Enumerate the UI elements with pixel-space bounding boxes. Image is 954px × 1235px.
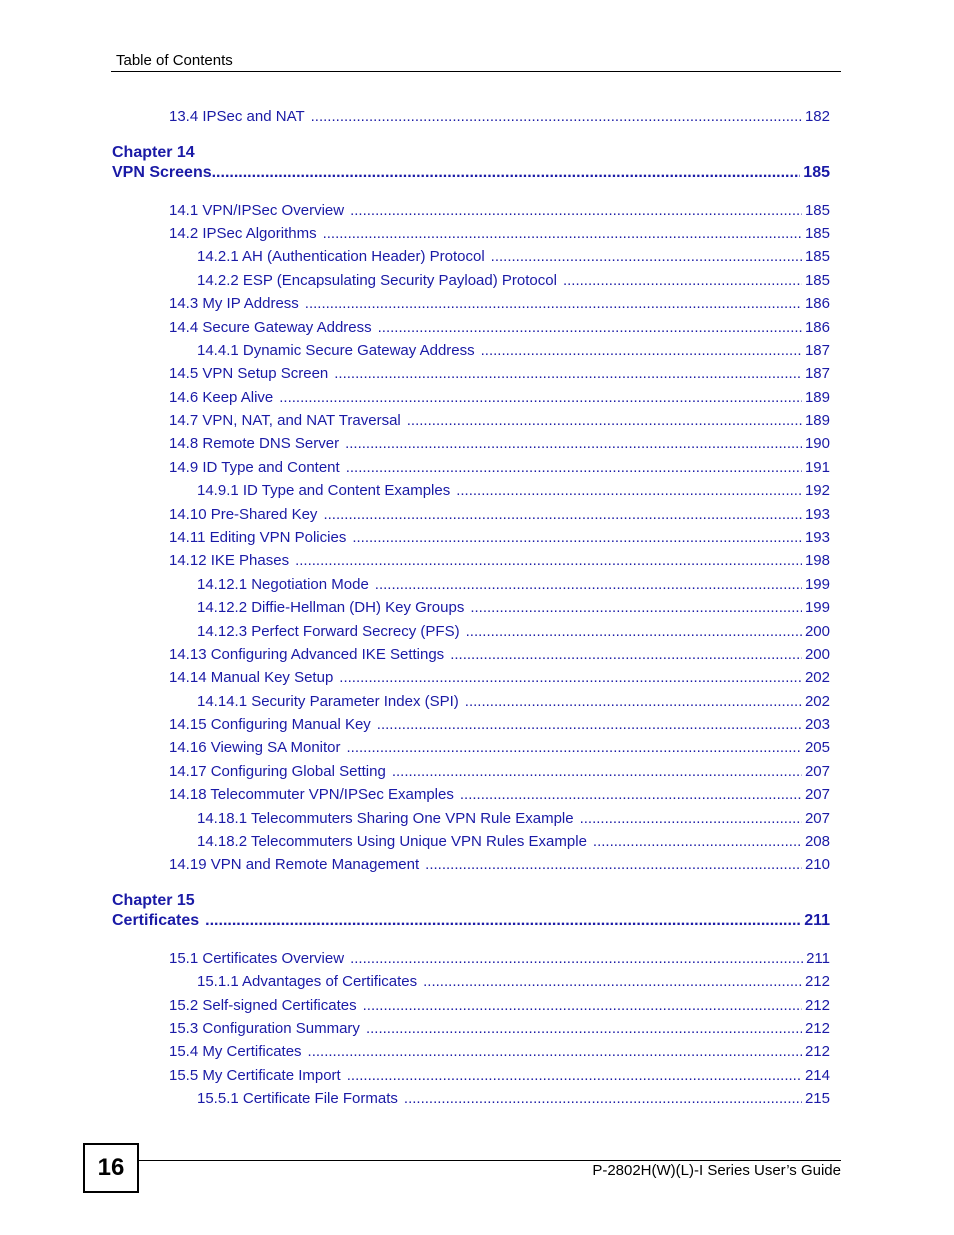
toc-entry-title: 14.10 Pre-Shared Key	[169, 506, 318, 523]
toc-entry-title: 14.18.1 Telecommuters Sharing One VPN Rule Example	[197, 810, 574, 827]
toc-entry-14-5[interactable]	[169, 365, 830, 383]
toc-entry-page: 212	[804, 1020, 830, 1037]
toc-leader	[363, 997, 802, 1015]
toc-leader	[212, 164, 801, 182]
toc-entry-14-18[interactable]	[169, 786, 830, 804]
toc-leader	[593, 833, 802, 851]
toc-entry-page: 199	[804, 576, 830, 593]
toc-entry-title: 14.7 VPN, NAT, and NAT Traversal	[169, 412, 401, 429]
toc-chapter-title: VPN Screens	[112, 164, 212, 181]
toc-entry-14-15[interactable]	[169, 716, 830, 734]
toc-chapter-page: 185	[803, 164, 830, 181]
toc-entry-title: 14.19 VPN and Remote Management	[169, 856, 420, 873]
toc-entry-title: 14.13 Configuring Advanced IKE Settings	[169, 646, 445, 663]
toc-entry-title: 14.5 VPN Setup Screen	[169, 365, 329, 382]
toc-entry-title: 14.6 Keep Alive	[169, 389, 274, 406]
toc-entry-title: 14.9.1 ID Type and Content Examples	[197, 482, 451, 499]
toc-entry-page: 185	[804, 225, 830, 242]
toc-leader	[350, 202, 802, 220]
toc-entry-page: 191	[804, 459, 830, 476]
toc-entry-title: 13.4 IPSec and NAT	[169, 108, 305, 125]
toc-entry-page: 185	[804, 248, 830, 265]
toc-entry-title: 14.15 Configuring Manual Key	[169, 716, 371, 733]
toc-leader	[375, 576, 802, 594]
toc-entry-14-9[interactable]	[169, 459, 830, 477]
toc-leader	[346, 459, 802, 477]
toc-leader	[466, 623, 802, 641]
toc-entry-14-1[interactable]	[169, 202, 830, 220]
toc-entry-14-2-2[interactable]	[197, 272, 830, 290]
toc-leader	[392, 763, 802, 781]
toc-leader	[460, 786, 802, 804]
toc-entry-title: 14.9 ID Type and Content	[169, 459, 340, 476]
toc-leader	[347, 1067, 802, 1085]
toc-entry-page: 205	[804, 739, 830, 756]
toc-chapter-15[interactable]	[112, 912, 830, 930]
toc-entry-page: 200	[804, 646, 830, 663]
toc-entry-title: 14.12.3 Perfect Forward Secrecy (PFS)	[197, 623, 460, 640]
toc-entry-page: 190	[804, 435, 830, 452]
page-number: 16	[83, 1143, 139, 1193]
toc-leader	[425, 856, 802, 874]
toc-leader	[470, 599, 802, 617]
toc-entry-page: 202	[804, 669, 830, 686]
toc-entry-page: 212	[804, 997, 830, 1014]
toc-entry-title: 14.16 Viewing SA Monitor	[169, 739, 341, 756]
toc-entry-14-6[interactable]	[169, 389, 830, 407]
toc-entry-14-12[interactable]	[169, 552, 830, 570]
toc-entry-14-14[interactable]	[169, 669, 830, 687]
toc-entry-page: 200	[804, 623, 830, 640]
toc-entry-14-11[interactable]	[169, 529, 830, 547]
toc-entry-14-2[interactable]	[169, 225, 830, 243]
toc-entry-page: 202	[804, 693, 830, 710]
toc-leader	[450, 646, 802, 664]
toc-entry-15-5[interactable]	[169, 1067, 830, 1085]
footer-rule	[139, 1160, 841, 1161]
toc-entry-14-18-2[interactable]	[197, 833, 830, 851]
toc-leader	[295, 552, 802, 570]
toc-entry-14-9-1[interactable]	[197, 482, 830, 500]
toc-entry-14-16[interactable]	[169, 739, 830, 757]
guide-title: P-2802H(W)(L)-I Series User’s Guide	[592, 1162, 841, 1179]
toc-entry-page: 208	[804, 833, 830, 850]
toc-leader	[377, 716, 802, 734]
toc-entry-page: 212	[804, 1043, 830, 1060]
toc-entry-page: 185	[804, 202, 830, 219]
toc-leader	[366, 1020, 802, 1038]
toc-leader	[481, 342, 802, 360]
toc-entry-title: 14.2.1 AH (Authentication Header) Protocol	[197, 248, 485, 265]
toc-entry-page: 211	[806, 950, 830, 967]
toc-entry-14-18-1[interactable]	[197, 810, 830, 828]
toc-entry-page: 192	[804, 482, 830, 499]
running-header: Table of Contents	[116, 52, 233, 69]
toc-entry-15-3[interactable]	[169, 1020, 830, 1038]
toc-entry-14-14-1[interactable]	[197, 693, 830, 711]
toc-leader	[404, 1090, 802, 1108]
toc-entry-page: 207	[804, 810, 830, 827]
toc-entry-14-12-1[interactable]	[197, 576, 830, 594]
toc-entry-title: 14.17 Configuring Global Setting	[169, 763, 386, 780]
toc-leader	[563, 272, 802, 290]
toc-leader	[347, 739, 802, 757]
toc-entry-title: 15.4 My Certificates	[169, 1043, 302, 1060]
toc-entry-13-4[interactable]	[169, 108, 830, 126]
toc-leader	[323, 506, 802, 524]
toc-entry-page: 185	[804, 272, 830, 289]
toc-entry-page: 189	[804, 412, 830, 429]
toc-leader	[334, 365, 802, 383]
toc-entry-title: 14.2.2 ESP (Encapsulating Security Payload) Protocol	[197, 272, 557, 289]
toc-entry-15-4[interactable]	[169, 1043, 830, 1061]
toc-entry-page: 212	[804, 973, 830, 990]
toc-entry-title: 14.18 Telecommuter VPN/IPSec Examples	[169, 786, 454, 803]
toc-entry-15-2[interactable]	[169, 997, 830, 1015]
toc-entry-page: 198	[804, 552, 830, 569]
toc-entry-15-5-1[interactable]	[197, 1090, 830, 1108]
toc-entry-page: 203	[804, 716, 830, 733]
toc-entry-15-1[interactable]	[169, 950, 830, 968]
toc-leader	[323, 225, 802, 243]
chapter-14-label: Chapter 14	[112, 144, 195, 161]
toc-leader	[350, 950, 803, 968]
toc-leader	[407, 412, 802, 430]
toc-entry-title: 14.8 Remote DNS Server	[169, 435, 340, 452]
toc-entry-page: 193	[804, 529, 830, 546]
toc-entry-14-4-1[interactable]	[197, 342, 830, 360]
toc-leader	[305, 295, 802, 313]
toc-leader	[465, 693, 802, 711]
toc-entry-14-2-1[interactable]	[197, 248, 830, 266]
toc-entry-14-4[interactable]	[169, 319, 830, 337]
toc-leader	[345, 435, 802, 453]
toc-entry-page: 199	[804, 599, 830, 616]
toc-entry-page: 214	[804, 1067, 830, 1084]
header-rule	[111, 71, 841, 72]
toc-leader	[205, 912, 801, 930]
toc-chapter-page: 211	[804, 912, 830, 929]
toc-entry-page: 187	[804, 365, 830, 382]
toc-entry-title: 15.3 Configuration Summary	[169, 1020, 360, 1037]
toc-entry-title: 14.3 My IP Address	[169, 295, 299, 312]
toc-entry-15-1-1[interactable]	[197, 973, 830, 991]
toc-entry-14-10[interactable]	[169, 506, 830, 524]
toc-leader	[279, 389, 802, 407]
toc-leader	[311, 108, 802, 126]
toc-entry-14-13[interactable]	[169, 646, 830, 664]
toc-entry-page: 182	[804, 108, 830, 125]
toc-entry-title: 14.12.1 Negotiation Mode	[197, 576, 369, 593]
toc-entry-title: 15.1 Certificates Overview	[169, 950, 345, 967]
toc-entry-title: 14.1 VPN/IPSec Overview	[169, 202, 345, 219]
toc-entry-title: 15.5 My Certificate Import	[169, 1067, 341, 1084]
toc-leader	[491, 248, 802, 266]
toc-entry-title: 14.18.2 Telecommuters Using Unique VPN Rules Example	[197, 833, 587, 850]
toc-leader	[308, 1043, 802, 1061]
toc-entry-14-17[interactable]	[169, 763, 830, 781]
toc-entry-title: 14.12.2 Diffie-Hellman (DH) Key Groups	[197, 599, 465, 616]
toc-entry-page: 186	[804, 295, 830, 312]
toc-entry-page: 207	[804, 763, 830, 780]
toc-entry-title: 15.5.1 Certificate File Formats	[197, 1090, 398, 1107]
toc-leader	[580, 810, 802, 828]
toc-entry-14-19[interactable]	[169, 856, 830, 874]
toc-entry-page: 210	[804, 856, 830, 873]
toc-entry-title: 14.14.1 Security Parameter Index (SPI)	[197, 693, 459, 710]
toc-entry-title: 15.2 Self-signed Certificates	[169, 997, 357, 1014]
toc-leader	[378, 319, 802, 337]
toc-entry-title: 14.2 IPSec Algorithms	[169, 225, 317, 242]
toc-entry-title: 14.11 Editing VPN Policies	[169, 529, 347, 546]
toc-entry-14-12-3[interactable]	[197, 623, 830, 641]
toc-entry-page: 215	[804, 1090, 830, 1107]
toc-entry-page: 189	[804, 389, 830, 406]
toc-entry-title: 14.12 IKE Phases	[169, 552, 290, 569]
toc-entry-14-7[interactable]	[169, 412, 830, 430]
toc-entry-page: 186	[804, 319, 830, 336]
toc-entry-page: 193	[804, 506, 830, 523]
toc-entry-page: 207	[804, 786, 830, 803]
toc-leader	[423, 973, 802, 991]
toc-entry-14-8[interactable]	[169, 435, 830, 453]
toc-leader	[456, 482, 802, 500]
toc-chapter-14[interactable]	[112, 164, 830, 182]
toc-entry-title: 14.4 Secure Gateway Address	[169, 319, 372, 336]
toc-entry-title: 14.4.1 Dynamic Secure Gateway Address	[197, 342, 475, 359]
toc-chapter-title: Certificates	[112, 912, 200, 929]
toc-entry-14-3[interactable]	[169, 295, 830, 313]
toc-leader	[339, 669, 802, 687]
toc-entry-page: 187	[804, 342, 830, 359]
toc-entry-title: 15.1.1 Advantages of Certificates	[197, 973, 418, 990]
chapter-15-label: Chapter 15	[112, 892, 195, 909]
toc-entry-title: 14.14 Manual Key Setup	[169, 669, 334, 686]
toc-entry-14-12-2[interactable]	[197, 599, 830, 617]
toc-leader	[352, 529, 802, 547]
